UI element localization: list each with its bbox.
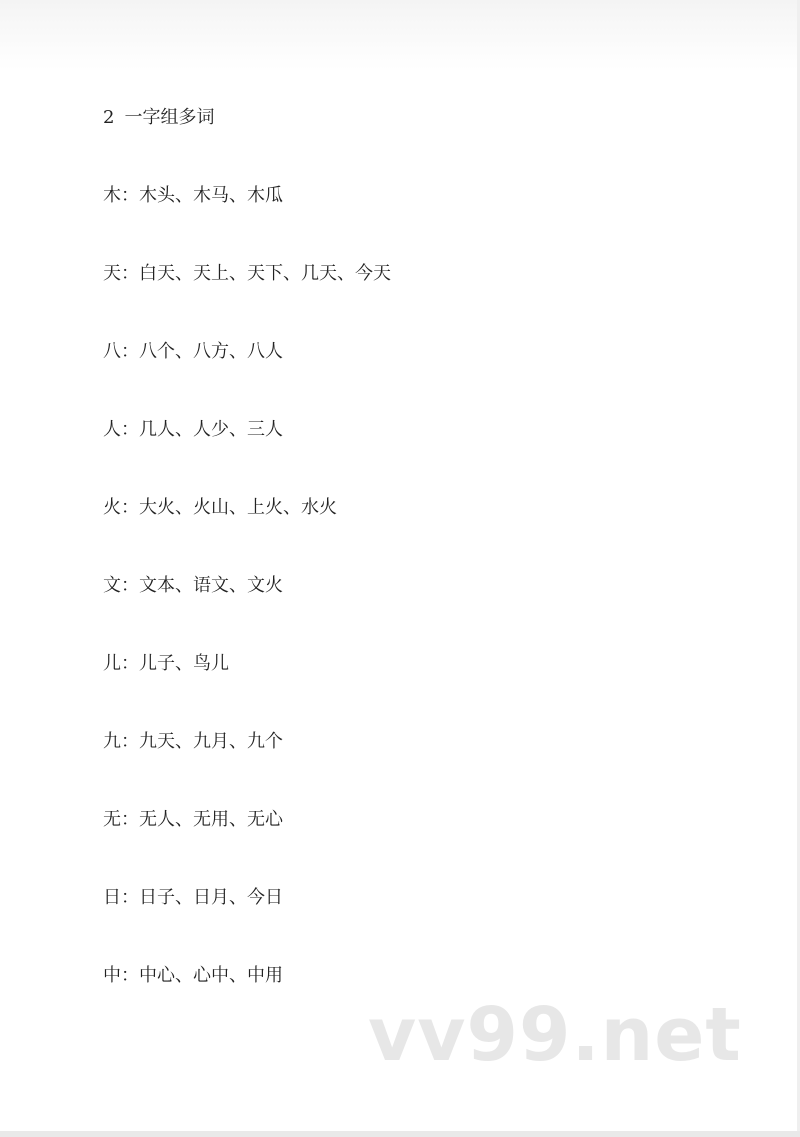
word-list	[103, 184, 391, 1042]
entry-words: 日子、日月、今日	[139, 887, 283, 908]
entry-char: 九	[103, 731, 121, 752]
word-entry	[103, 886, 391, 964]
entry-words: 文本、语文、文火	[139, 575, 283, 596]
entry-char: 儿	[103, 653, 121, 674]
entry-separator: ：	[121, 263, 139, 284]
entry-words: 九天、九月、九个	[139, 731, 283, 752]
word-entry	[103, 730, 391, 808]
section-heading	[103, 106, 214, 130]
entry-separator: ：	[121, 185, 139, 206]
entry-words: 几人、人少、三人	[139, 419, 283, 440]
entry-words: 中心、心中、中用	[139, 965, 283, 986]
page-bottom-edge	[0, 1131, 800, 1137]
entry-separator: ：	[121, 809, 139, 830]
word-entry	[103, 496, 391, 574]
word-entry	[103, 574, 391, 652]
entry-char: 八	[103, 341, 121, 362]
entry-char: 火	[103, 497, 121, 518]
entry-char: 中	[103, 965, 121, 986]
entry-separator: ：	[121, 575, 139, 596]
entry-separator: ：	[121, 887, 139, 908]
word-entry	[103, 340, 391, 418]
entry-separator: ：	[121, 497, 139, 518]
word-entry	[103, 964, 391, 1042]
section-number: 2	[103, 107, 115, 128]
watermark: vv99.net	[368, 992, 742, 1078]
word-entry	[103, 652, 391, 730]
word-entry	[103, 418, 391, 496]
entry-words: 白天、天上、天下、几天、今天	[139, 263, 391, 284]
entry-separator: ：	[121, 965, 139, 986]
entry-separator: ：	[121, 419, 139, 440]
word-entry	[103, 262, 391, 340]
entry-words: 八个、八方、八人	[139, 341, 283, 362]
entry-words: 大火、火山、上火、水火	[139, 497, 337, 518]
entry-char: 日	[103, 887, 121, 908]
entry-char: 木	[103, 185, 121, 206]
page-top-shadow	[0, 0, 800, 70]
entry-char: 人	[103, 419, 121, 440]
entry-words: 木头、木马、木瓜	[139, 185, 283, 206]
entry-words: 儿子、鸟儿	[139, 653, 229, 674]
entry-char: 天	[103, 263, 121, 284]
entry-char: 无	[103, 809, 121, 830]
section-title: 一字组多词	[124, 107, 215, 128]
entry-words: 无人、无用、无心	[139, 809, 283, 830]
entry-separator: ：	[121, 731, 139, 752]
word-entry	[103, 808, 391, 886]
entry-separator: ：	[121, 653, 139, 674]
entry-separator: ：	[121, 341, 139, 362]
word-entry	[103, 184, 391, 262]
entry-char: 文	[103, 575, 121, 596]
